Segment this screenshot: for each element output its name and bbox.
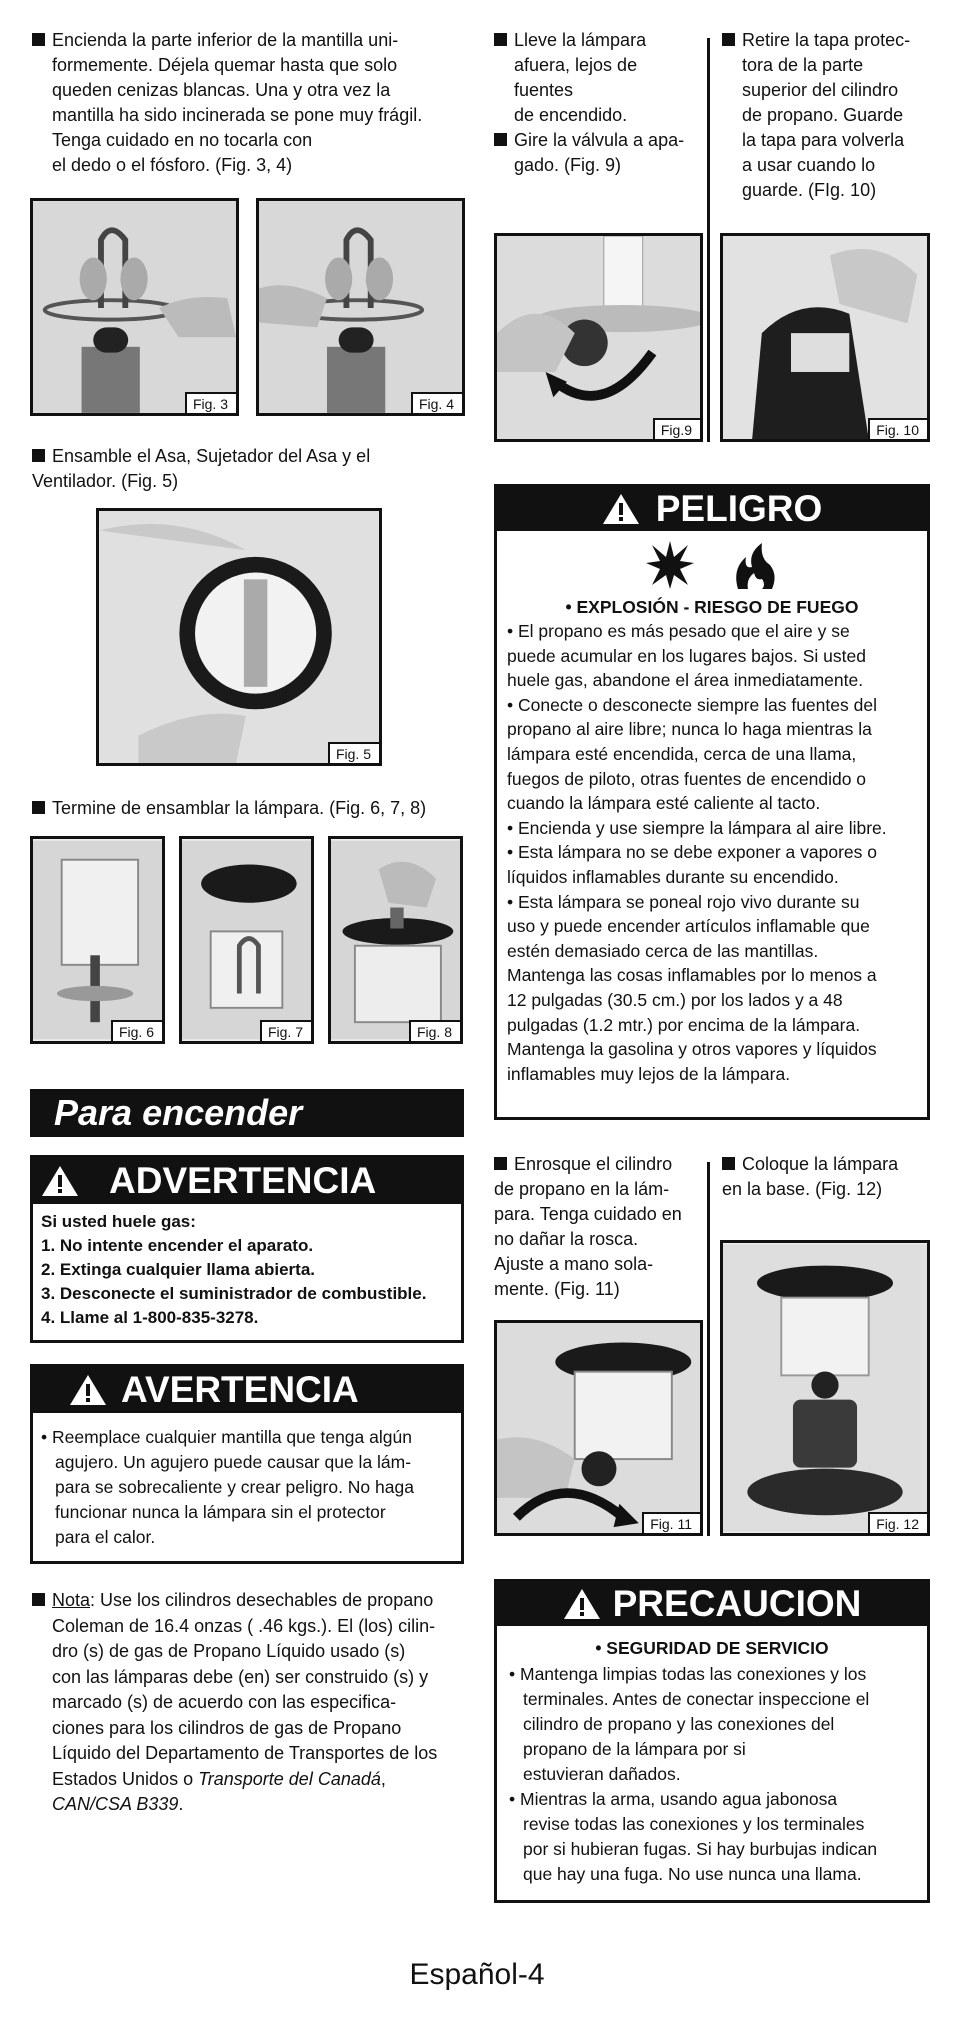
bullet-square	[494, 1157, 507, 1170]
step-finish-assembly: Termine de ensamblar la lámpara. (Fig. 6, 7, 8)	[32, 796, 472, 821]
warning-triangle-icon	[602, 492, 640, 526]
bullet-square	[494, 33, 507, 46]
bullet-square	[722, 1157, 735, 1170]
figure-9-label: Fig.9	[653, 418, 700, 439]
figure-3-label: Fig. 3	[185, 392, 236, 413]
fire-icon	[728, 539, 780, 596]
warning-triangle-icon	[69, 1373, 107, 1407]
danger-peligro-body: • El propano es más pesado que el aire y se puede acumular en los lugares bajos. Si usted huele gas, abandone el área inmediatamente. • Conecte o desconecte siempre las fuentes del propano al aire libre; nunca lo haga mientras la lámpara esté encendida, cerca de una llama, fuegos de piloto, otras fuentes de encendido o cuando la lámpara esté caliente al tacto. • Encienda y use siempre la lámpara al aire libre. • Esta lámpara no se debe exponer a vapores o líquidos inflamables durante su encendido. • Esta lámpara se poneal rojo vivo durante su uso y puede encender artículos inflamable que estén demasiado cerca de las mantillas. Mantenga las cosas inflamables por lo menos a 12 pulgadas (30.5 cm.) por los lados y a 48 pulgadas (1.2 mtr.) por encima de la lámpara. Mantenga la gasolina y otros vapores y líquidos inflamables muy lejos de la lámpara.	[507, 621, 887, 1084]
figure-9-illustration	[497, 236, 700, 439]
figure-11-label: Fig. 11	[642, 1512, 700, 1533]
warning-advertencia-body: Si usted huele gas: 1. No intente encender el aparato. 2. Extinga cualquier llama abierta. 3. Desconecte el suministrador de combustible. 4. Llame al 1-800-835-3278.	[41, 1212, 427, 1327]
caution-precaucion	[494, 1579, 930, 1903]
bullet-square	[722, 33, 735, 46]
figure-10-illustration	[723, 236, 927, 439]
caution-precaucion-header: PRECAUCION	[497, 1582, 927, 1626]
warning-triangle-icon	[563, 1587, 601, 1621]
step-mantle-burn: Encienda la parte inferior de la mantilla uni- formemente. Déjela quemar hasta que solo queden cenizas blancas. Una y otra vez la mantilla ha sido incinerada se pone muy frágil. Tenga cuidado en no tocarla con el dedo o el fósforo. (Fig. 3, 4)	[32, 28, 462, 178]
step-place-base: Coloque la lámpara en la base. (Fig. 12)	[722, 1154, 899, 1199]
figure-5	[96, 508, 382, 766]
figure-12-label: Fig. 12	[868, 1512, 927, 1533]
figure-5-illustration	[99, 511, 379, 763]
warning-advertencia-header: ADVERTENCIA	[33, 1158, 461, 1204]
warning-advertencia	[30, 1155, 464, 1343]
figure-11-illustration	[497, 1323, 700, 1533]
bullet-square	[494, 133, 507, 146]
danger-hazard-icons	[497, 531, 927, 595]
step-remove-cap: Retire la tapa protec- tora de la parte superior del cilindro de propano. Guarde la tapa para volverla a usar cuando lo guarde. (FIg. 10)	[722, 28, 932, 203]
note-propane-cylinders: Nota: Use los cilindros desechables de propano Coleman de 16.4 onzas ( .46 kgs.). El (los) cilin- dro (s) de gas de Propano Líquido usado (s) con las lámparas debe (en) ser construido (s) y marcado (s) de acuerdo con las especifica- ciones para los cilindros de gas de Propano Líquido del Departamento de Transportes de los Estados Unidos o Transporte del Canadá, CAN/CSA B339.	[32, 1588, 472, 1818]
caution-precaucion-body: • Mantenga limpias todas las conexiones y los terminales. Antes de conectar inspeccione el cilindro de propano y las conexiones del propano de la lámpara por si estuvieran dañados. • Mientras la arma, usando agua jabonosa revise todas las conexiones y los terminales por si hubieran fugas. Si hay burbujas indican que hay una fuga. No use nunca una llama.	[509, 1664, 878, 1884]
figure-12-illustration	[723, 1243, 927, 1533]
bullet-square	[32, 1593, 45, 1606]
warning-avertencia-header: AVERTENCIA	[33, 1367, 461, 1413]
figure-4-illustration	[259, 201, 462, 413]
figure-8-label: Fig. 8	[409, 1020, 460, 1041]
figure-8	[328, 836, 463, 1044]
figure-3	[30, 198, 239, 416]
danger-peligro	[494, 484, 930, 1120]
danger-peligro-subtitle: • EXPLOSIÓN - RIESGO DE FUEGO	[565, 597, 859, 617]
explosion-icon	[644, 539, 696, 596]
section-title-para-encender: Para encender	[30, 1089, 464, 1137]
bullet-square	[32, 801, 45, 814]
figure-6-label: Fig. 6	[111, 1020, 162, 1041]
column-divider	[707, 1162, 710, 1536]
step-take-outside: Lleve la lámpara afuera, lejos de fuentes de encendido. Gire la válvula a apa- gado. (Fig. 9)	[494, 28, 704, 178]
bullet-square	[32, 449, 45, 462]
figure-5-label: Fig. 5	[328, 742, 379, 763]
warning-triangle-icon	[41, 1164, 79, 1198]
figure-4	[256, 198, 465, 416]
step-assemble-handle: Ensamble el Asa, Sujetador del Asa y el Ventilador. (Fig. 5)	[32, 446, 371, 491]
figure-10	[720, 233, 930, 442]
step-screw-cylinder: Enrosque el cilindro de propano en la lám- para. Tenga cuidado en no dañar la rosca. Ajuste a mano sola- mente. (Fig. 11)	[494, 1154, 682, 1299]
figure-7-illustration	[182, 839, 311, 1041]
figure-6-illustration	[33, 839, 162, 1041]
warning-avertencia	[30, 1364, 464, 1564]
warning-avertencia-body: • Reemplace cualquier mantilla que tenga algún agujero. Un agujero puede causar que la lám- para se sobrecaliente y crear peligro. No haga funcionar nunca la lámpara sin el protector para el calor.	[41, 1427, 414, 1547]
figure-11	[494, 1320, 703, 1536]
figure-6	[30, 836, 165, 1044]
page-footer-number: Español-4	[409, 1958, 545, 1991]
figure-8-illustration	[331, 839, 460, 1041]
figure-4-label: Fig. 4	[411, 392, 462, 413]
figure-7-label: Fig. 7	[260, 1020, 311, 1041]
figure-12	[720, 1240, 930, 1536]
bullet-square	[32, 33, 45, 46]
column-divider	[707, 38, 710, 442]
caution-precaucion-subtitle: • SEGURIDAD DE SERVICIO	[595, 1638, 829, 1658]
danger-peligro-header: PELIGRO	[497, 487, 927, 531]
figure-7	[179, 836, 314, 1044]
figure-9	[494, 233, 703, 442]
figure-10-label: Fig. 10	[868, 418, 927, 439]
figure-3-illustration	[33, 201, 236, 413]
